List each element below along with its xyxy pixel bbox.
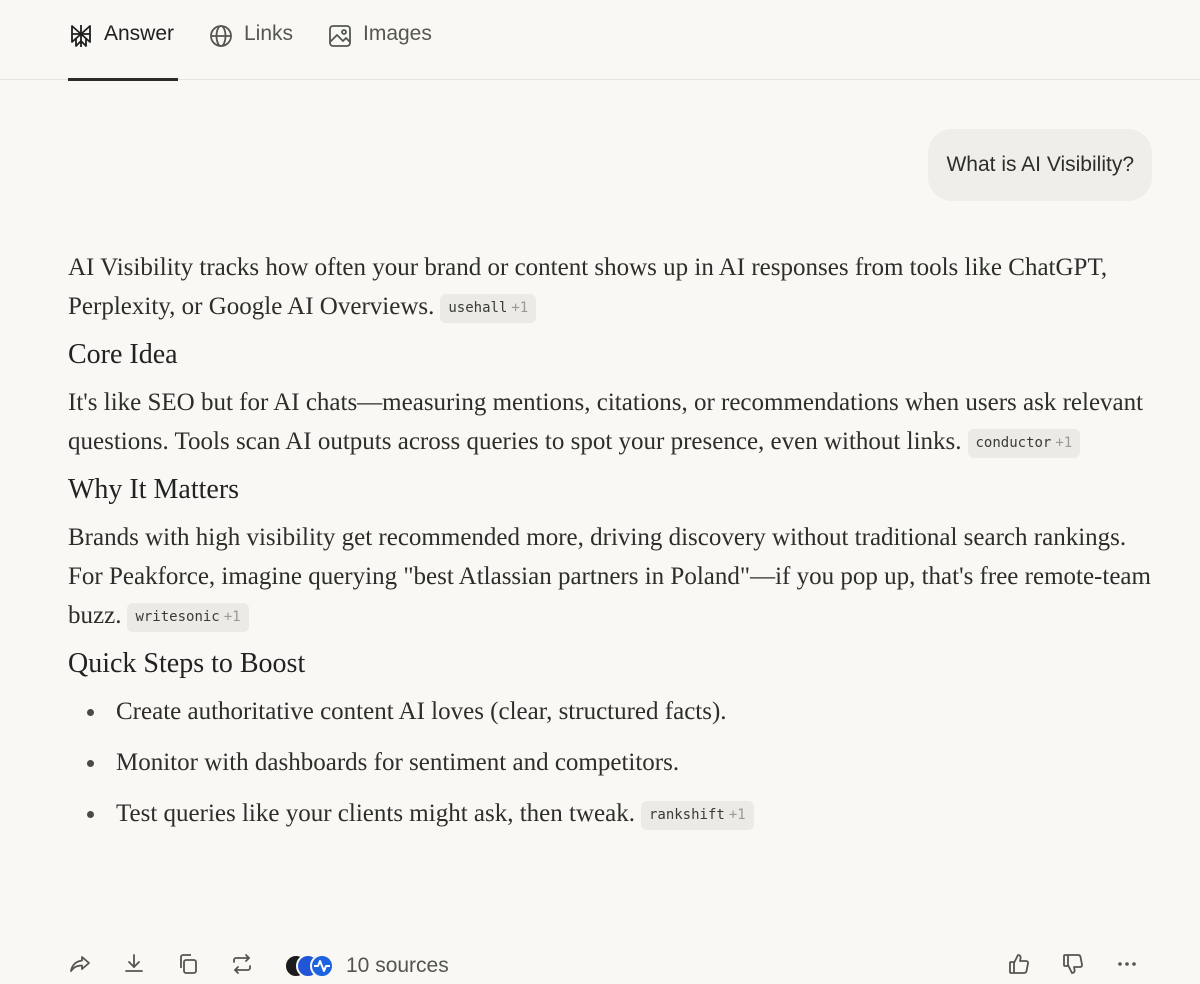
share-icon xyxy=(68,952,92,981)
thumbs-down-button[interactable] xyxy=(1059,952,1087,980)
citation-more: +1 xyxy=(223,609,241,625)
steps-list xyxy=(68,692,1158,833)
sources-count: 10 sources xyxy=(346,954,449,977)
citation-chip[interactable] xyxy=(440,294,536,323)
user-query-bubble xyxy=(928,129,1152,201)
rewrite-icon xyxy=(230,952,254,981)
thumbs-up-icon xyxy=(1007,952,1031,981)
source-favicon-icon xyxy=(310,954,334,978)
tab-images[interactable] xyxy=(327,22,432,80)
sources-button[interactable] xyxy=(284,952,449,980)
section-text: Brands with high visibility get recommended more, driving discovery without traditional search rankings. For Peakforce, imagine querying "best Atlassian partners in Poland"—if you pop up, that's free remote-team buzz. xyxy=(68,524,1151,629)
tab-links[interactable] xyxy=(208,22,293,80)
more-options-button[interactable] xyxy=(1113,952,1141,980)
citation-source: writesonic xyxy=(135,609,220,625)
user-query-text: What is AI Visibility? xyxy=(946,153,1134,176)
section-text: It's like SEO but for AI chats—measuring mentions, citations, or recommendations when users ask relevant questions. Tools scan AI outputs across queries to spot your presence, even without links. xyxy=(68,389,1144,455)
more-icon xyxy=(1115,952,1139,981)
list-item xyxy=(68,794,1158,833)
rewrite-button[interactable] xyxy=(228,952,256,980)
citation-more: +1 xyxy=(511,300,529,316)
citation-more: +1 xyxy=(728,807,746,823)
step-text: Create authoritative content AI loves (clear, structured facts). xyxy=(116,698,727,725)
image-icon xyxy=(327,23,353,49)
tab-answer-label: Answer xyxy=(104,22,175,45)
thumbs-up-button[interactable] xyxy=(1005,952,1033,980)
citation-source: conductor xyxy=(975,435,1052,451)
tab-answer[interactable] xyxy=(68,22,178,80)
perplexity-logo-icon xyxy=(68,23,94,49)
tab-images-label: Images xyxy=(363,22,432,45)
download-button[interactable] xyxy=(120,952,148,980)
section-title-quick-steps: Quick Steps to Boost xyxy=(68,648,306,679)
citation-source: usehall xyxy=(448,300,508,316)
list-item xyxy=(68,743,1158,782)
section-title-why-it-matters: Why It Matters xyxy=(68,474,240,505)
tab-bar xyxy=(0,0,1200,80)
section-text-core-idea xyxy=(68,383,1158,461)
answer-body xyxy=(68,248,1158,845)
tab-links-label: Links xyxy=(244,22,294,45)
citation-source: rankshift xyxy=(648,807,725,823)
citation-chip[interactable] xyxy=(641,801,754,830)
citation-more: +1 xyxy=(1055,435,1073,451)
step-text: Test queries like your clients might ask, then tweak. xyxy=(116,800,635,827)
source-favicons xyxy=(284,954,336,978)
step-text: Monitor with dashboards for sentiment and competitors. xyxy=(116,749,680,776)
thumbs-down-icon xyxy=(1061,952,1085,981)
globe-icon xyxy=(208,23,234,49)
share-button[interactable] xyxy=(66,952,94,980)
answer-intro xyxy=(68,248,1158,326)
section-title-core-idea: Core Idea xyxy=(68,339,178,370)
answer-actions-bar xyxy=(0,944,1200,984)
copy-icon xyxy=(176,952,200,981)
copy-button[interactable] xyxy=(174,952,202,980)
list-item xyxy=(68,692,1158,731)
citation-chip[interactable] xyxy=(127,603,248,632)
answer-intro-text: AI Visibility tracks how often your brand or content shows up in AI responses from tools like ChatGPT, Perplexity, or Google AI Overviews. xyxy=(68,254,1108,320)
section-text-why-it-matters xyxy=(68,518,1158,635)
citation-chip[interactable] xyxy=(968,429,1081,458)
download-icon xyxy=(122,952,146,981)
